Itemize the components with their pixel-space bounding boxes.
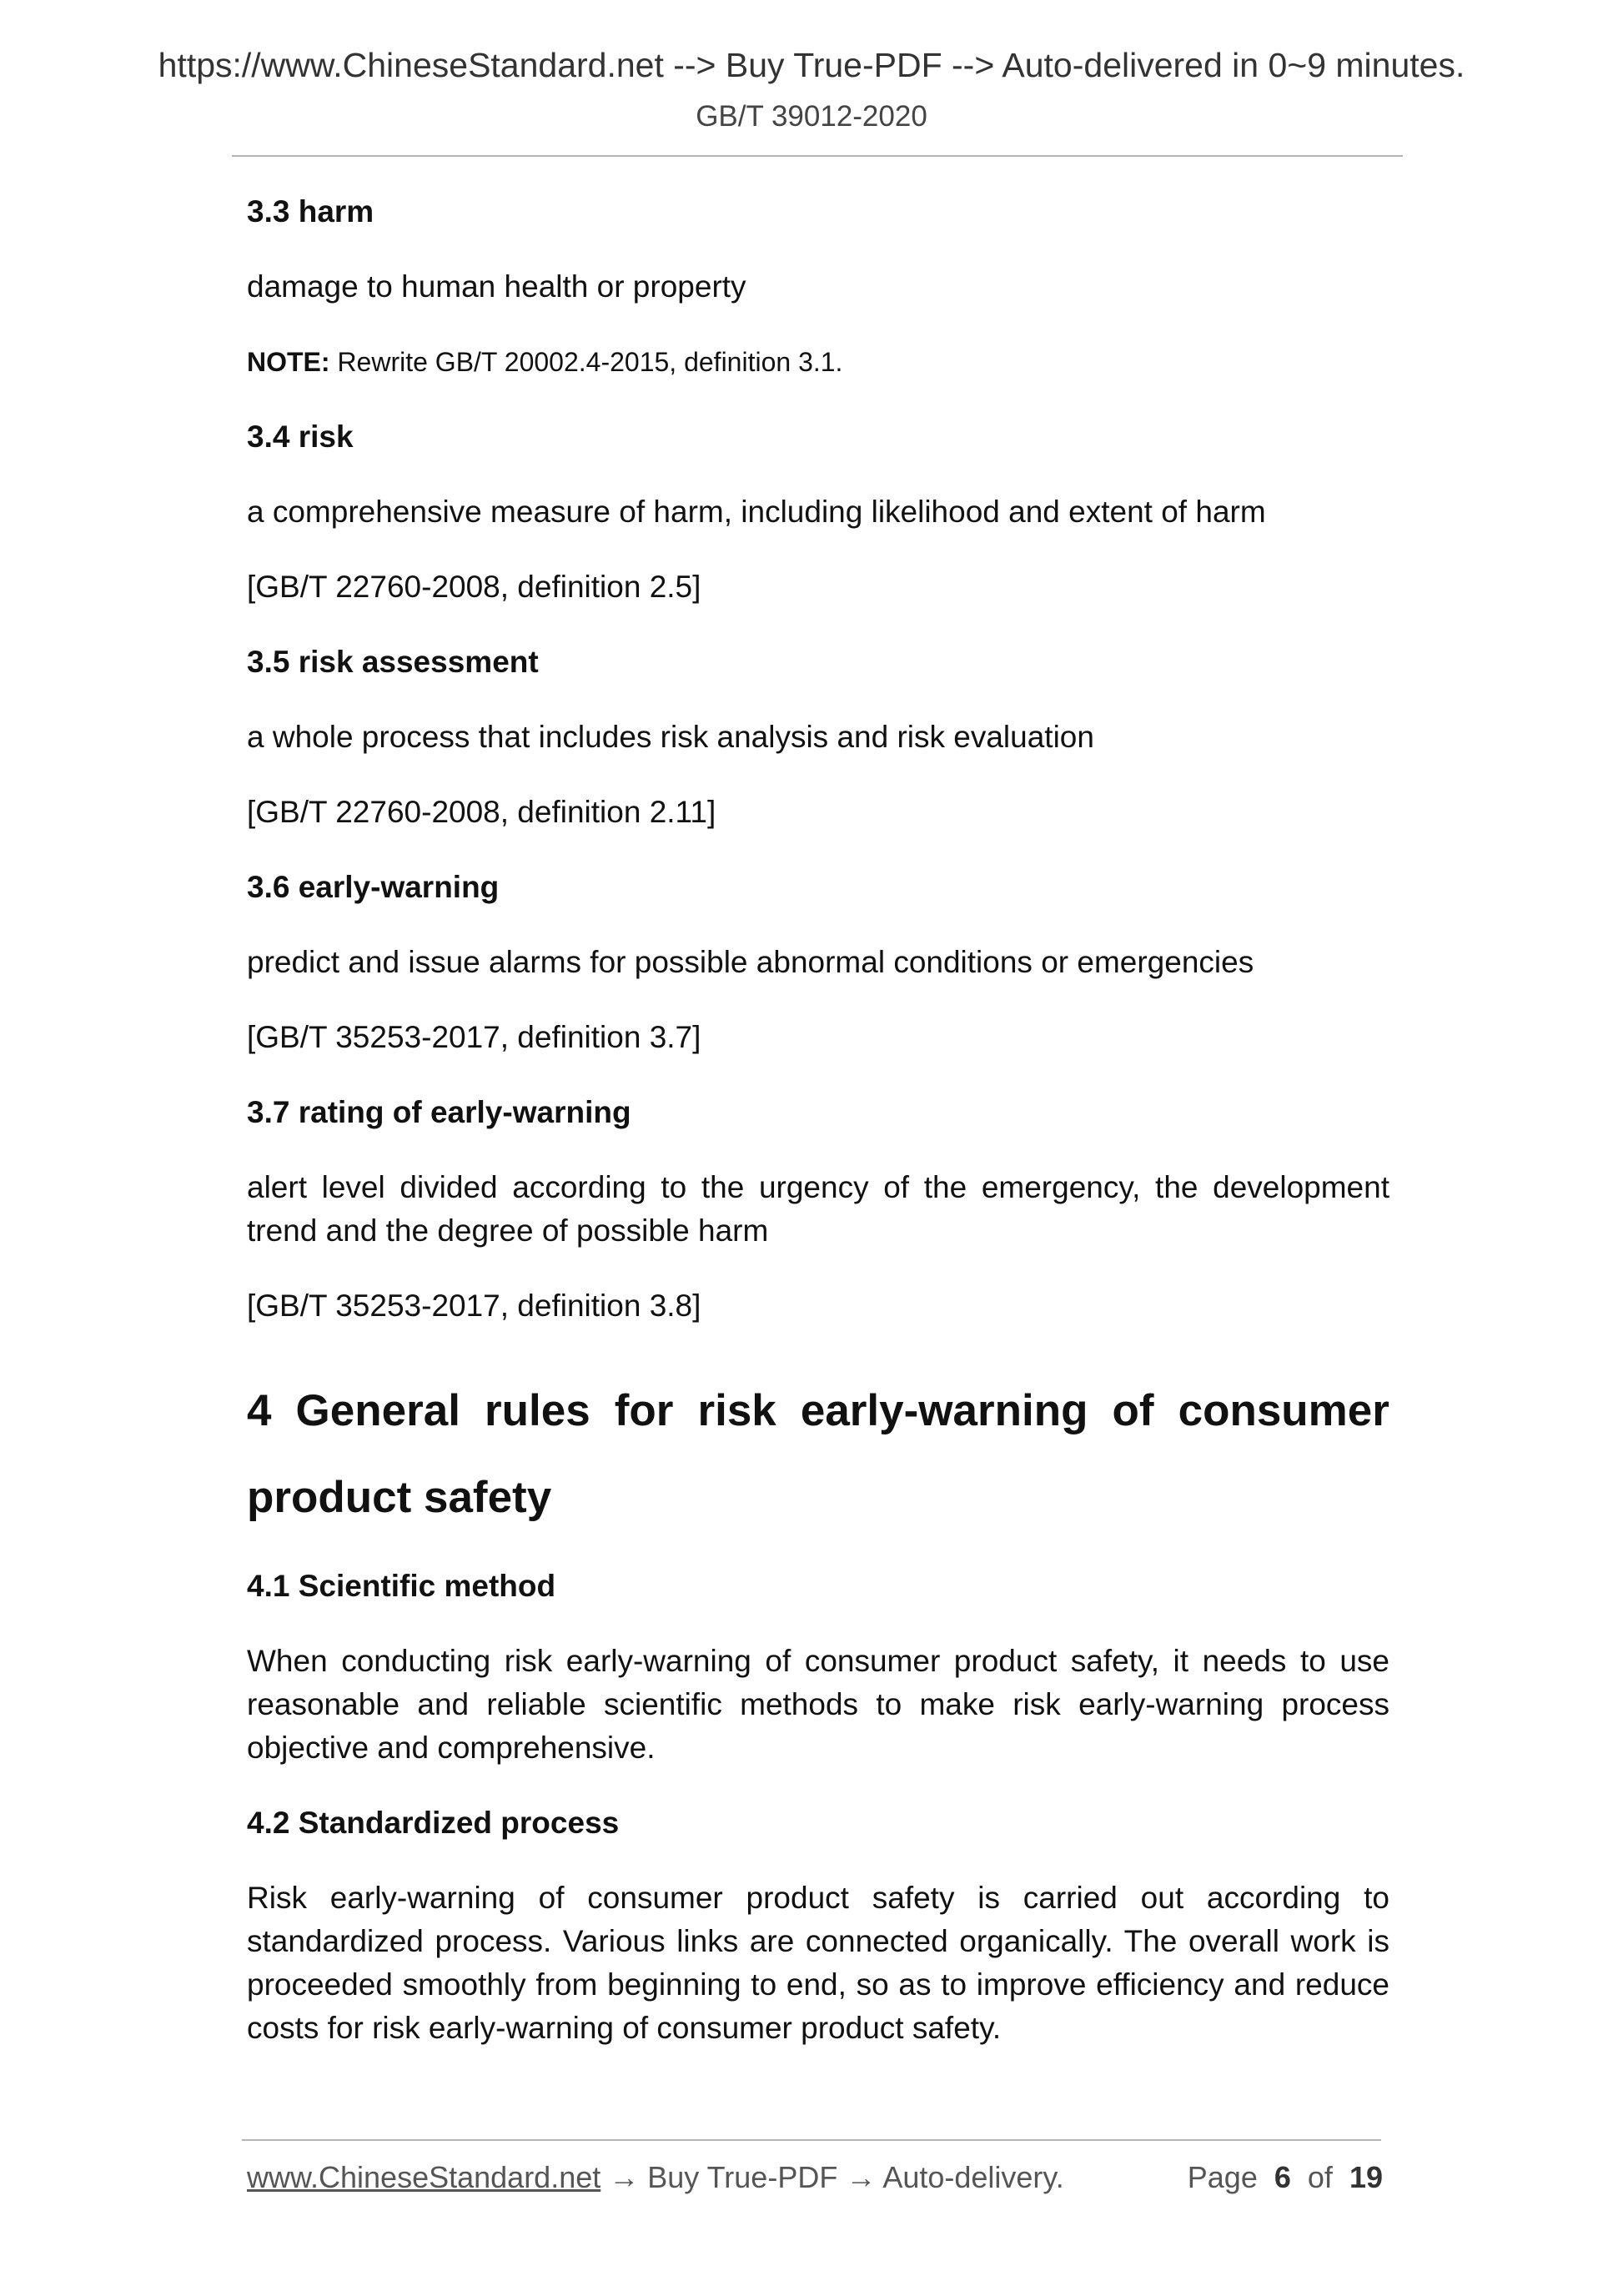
- body-4-2: Risk early-warning of consumer product safety is carried out according to standardized process. Various links are connected organically. The overall work is proceeded smoothly from beginning to end, so as to improve efficiency and reduce costs for risk early-warning of consumer product safety.: [247, 1881, 1389, 2045]
- heading-4-word: risk: [697, 1386, 776, 1435]
- heading-4-line-2: product safety: [247, 1473, 552, 1522]
- definition-3-4: a comprehensive measure of harm, including likelihood and extent of harm: [247, 495, 1266, 529]
- heading-3-3: 3.3 harm: [247, 194, 374, 229]
- heading-4-word: rules: [485, 1386, 590, 1435]
- definition-3-5: a whole process that includes risk analysis and risk evaluation: [247, 720, 1094, 754]
- page-label: Page: [1187, 2160, 1258, 2194]
- page-current: 6: [1274, 2160, 1291, 2194]
- heading-4-word: consumer: [1178, 1386, 1389, 1435]
- header-divider: [232, 155, 1403, 157]
- heading-4-word: General: [295, 1386, 460, 1435]
- definition-3-7: alert level divided according to the urgency of the emergency, the development trend and the degree of possible harm: [247, 1170, 1389, 1248]
- source-3-6: [GB/T 35253-2017, definition 3.7]: [247, 1020, 701, 1054]
- page-footer: [247, 2160, 1383, 2195]
- heading-4-1: 4.1 Scientific method: [247, 1569, 556, 1603]
- source-3-7: [GB/T 35253-2017, definition 3.8]: [247, 1289, 701, 1323]
- heading-3-7: 3.7 rating of early-warning: [247, 1095, 631, 1129]
- source-3-5: [GB/T 22760-2008, definition 2.11]: [247, 795, 716, 829]
- heading-4-word: of: [1112, 1386, 1154, 1435]
- page-number: [1188, 2160, 1383, 2195]
- footer-tagline: → Buy True-PDF → Auto-delivery.: [600, 2160, 1064, 2194]
- note-3-3: [247, 340, 1389, 384]
- header-url-line: https://www.ChineseStandard.net --> Buy True-PDF --> Auto-delivered in 0~9 minutes.: [158, 46, 1465, 84]
- footer-left: [247, 2160, 1064, 2195]
- source-3-4: [GB/T 22760-2008, definition 2.5]: [247, 570, 701, 604]
- heading-4-word: for: [614, 1386, 674, 1435]
- document-body: [247, 190, 1389, 2050]
- footer-divider: [242, 2139, 1381, 2141]
- definition-3-6: predict and issue alarms for possible abnormal conditions or emergencies: [247, 945, 1254, 979]
- heading-3-4: 3.4 risk: [247, 420, 354, 454]
- note-label: NOTE:: [247, 347, 330, 377]
- heading-4-2: 4.2 Standardized process: [247, 1806, 620, 1840]
- note-text: Rewrite GB/T 20002.4-2015, definition 3.1.: [329, 347, 843, 377]
- heading-4: [247, 1368, 1389, 1541]
- heading-4-word: early-warning: [800, 1386, 1088, 1435]
- heading-3-5: 3.5 risk assessment: [247, 645, 539, 679]
- definition-3-3: damage to human health or property: [247, 269, 746, 304]
- heading-4-word: 4: [247, 1386, 272, 1435]
- heading-3-6: 3.6 early-warning: [247, 870, 500, 904]
- standard-code: GB/T 39012-2020: [696, 100, 927, 133]
- page-of: of: [1307, 2160, 1333, 2194]
- heading-4-line-1: [247, 1368, 1389, 1454]
- body-4-1: When conducting risk early-warning of consumer product safety, it needs to use reasonable and reliable scientific methods to make risk early-warning process objective and comprehensive.: [247, 1644, 1389, 1765]
- site-link[interactable]: www.ChineseStandard.net: [247, 2160, 601, 2194]
- page-total: 19: [1349, 2160, 1383, 2194]
